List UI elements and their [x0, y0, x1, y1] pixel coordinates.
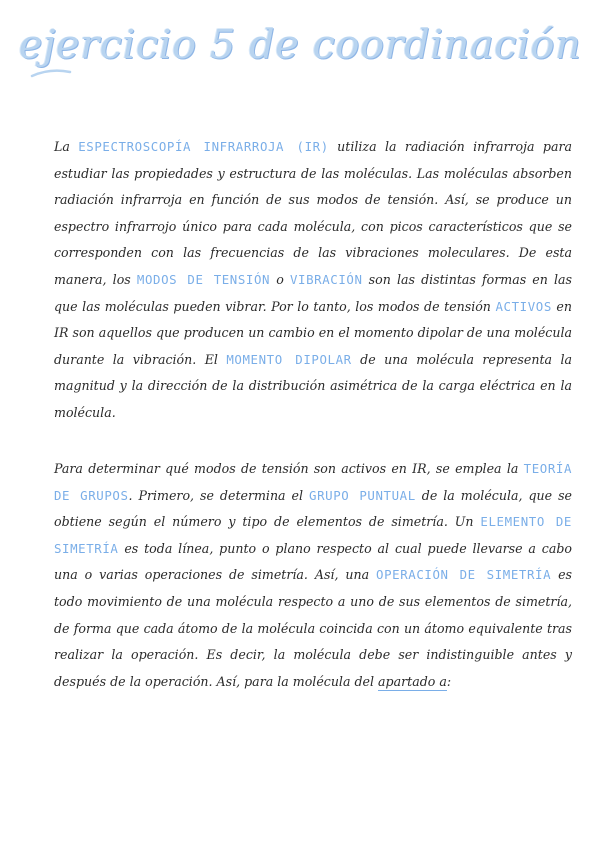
text-span: es todo movimiento de una molécula respecto a uno de sus elementos de simetría, de forma que cada átomo de la molécula coincida con un átomo equivalente tras realizar la operación. Es decir, la molécula debe ser indistinguible antes y después de la operación. Así, para la molécula del — [54, 567, 573, 689]
highlight-modes: MODOS DE TENSIÓN — [136, 271, 271, 287]
paragraph-ir-spectroscopy — [30, 134, 572, 427]
text-span: de la molécula, que se obtiene según el número y tipo de elementos de simetría. Un — [54, 487, 572, 530]
highlight-symmetry-element: ELEMENTO DE SIMETRÍA — [54, 514, 572, 556]
text-span: es toda línea, punto o plano respecto al cual puede llevarse a cabo una o varias operaciones de simetría. Así, una — [54, 540, 572, 583]
title-swash — [30, 62, 570, 82]
text-span: utiliza la radiación infrarroja para estudiar las propiedades y estructura de las moléculas. Las moléculas absorben radiación infrarroja en función de sus modos de tensión. Así, se produce un espectro infrarrojo único para cada molécula, con picos característicos que se corresponden con las frecuencias de las vibraciones moleculares. De esta manera, los — [54, 139, 572, 287]
text-span: en IR son aquellos que producen un cambio en el momento dipolar de una molécula durante la vibración. El — [54, 298, 572, 367]
text-span: : — [446, 673, 452, 689]
text-span: o — [270, 271, 290, 287]
underlined-apartado-a: apartado a — [378, 673, 447, 689]
page-title: ejercicio 5 de coordinación — [18, 22, 582, 68]
highlight-dipole-moment: MOMENTO DIPOLAR — [226, 351, 352, 367]
text-span: . Primero, se determina el — [128, 487, 310, 503]
highlight-ir-spectroscopy: ESPECTROSCOPÍA INFRARROJA (IR) — [78, 139, 329, 154]
highlight-symmetry-operation: OPERACIÓN DE SIMETRÍA — [376, 567, 552, 583]
text-span: Para determinar qué modos de tensión son activos en IR, se emplea la — [54, 461, 524, 476]
highlight-vibration: VIBRACIÓN — [289, 271, 363, 287]
text-span: de una molécula representa la magnitud y la dirección de la distribución asimétrica de la carga eléctrica en la molécula. — [54, 351, 572, 420]
highlight-active: ACTIVOS — [495, 298, 552, 314]
highlight-point-group: GRUPO PUNTUAL — [309, 487, 416, 503]
text-span: La — [54, 139, 79, 154]
text-span: son las distintas formas en las que las moléculas pueden vibrar. Por lo tanto, los modos de tensión — [54, 271, 572, 314]
highlight-group-theory: TEORÍA DE GRUPOS — [54, 461, 572, 503]
paragraph-group-theory — [30, 456, 572, 695]
